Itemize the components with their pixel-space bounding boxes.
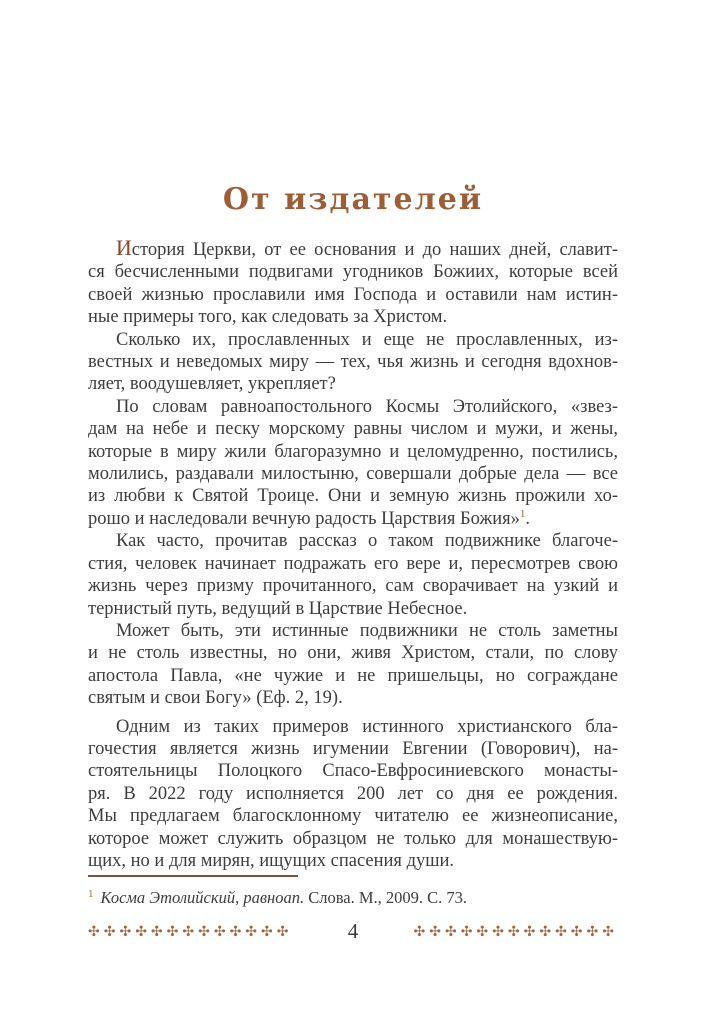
- text-line: ляет, воодушевляет, укрепляет?: [88, 374, 336, 395]
- ornament-right: ✣✣✣✣✣✣✣✣✣✣✣✣✣: [413, 923, 618, 940]
- text-line: своей жизнью прославили имя Господа и оставили нам истин-: [88, 284, 618, 305]
- text-line: жизнь через призму прочитанного, сам сворачивает на узкий и: [88, 576, 618, 597]
- page-number: 4: [347, 919, 359, 943]
- text-line: Одним из таких примеров истинного христианского бла-: [116, 716, 618, 737]
- paragraph: [88, 716, 618, 873]
- text-line: апостола Павла, «не чужие и не пришельцы, но сограждане: [88, 665, 618, 686]
- paragraph: [88, 396, 618, 530]
- drop-cap: И: [116, 236, 132, 260]
- footnote: [88, 887, 618, 908]
- footnote-ref: 1: [519, 507, 526, 520]
- text-line: ные примеры того, как следовать за Христом.: [88, 307, 448, 328]
- footnote-divider: [88, 875, 298, 877]
- paragraph: [88, 329, 618, 396]
- page-title: От издателей: [222, 182, 484, 217]
- text-line: тернистый путь, ведущий в Царствие Небесное.: [88, 598, 468, 619]
- ornament-left: ✣✣✣✣✣✣✣✣✣✣✣✣✣: [88, 923, 293, 940]
- text-line: Мы предлагаем благосклонному читателю ее жизнеописание,: [88, 806, 618, 827]
- text-line: щих, но и для мирян, ищущих спасения души.: [88, 850, 454, 871]
- paragraph: [88, 530, 618, 620]
- body-text: [88, 238, 618, 872]
- text-line: святым и свои Богу» (Еф. 2, 19).: [88, 688, 343, 709]
- text-line: Как часто, прочитав рассказ о таком подвижнике благоче-: [116, 531, 618, 552]
- text-line: вестных и неведомых миру — тех, чья жизнь и сегодня вдохнов-: [88, 352, 618, 373]
- text-line: дам на небе и песку морскому равны числом и мужи, и жены,: [88, 419, 618, 440]
- text-line: История Церкви, от ее основания и до наших дней, славит-: [116, 236, 618, 260]
- footnote-author: Косма Этолийский, равноап.: [100, 888, 305, 907]
- text-line: По словам равноапостольного Космы Этолийского, «звез-: [116, 396, 618, 417]
- text-line: ся бесчисленными подвигами угодников Божиих, которые всей: [88, 262, 618, 283]
- paragraph: [88, 238, 618, 329]
- text-line: молились, раздавали милостыню, совершали добрые дела — все: [88, 464, 618, 485]
- text-line: из любви к Святой Троице. Они и земную жизнь прожили хо-: [88, 486, 618, 507]
- text-line: гочестия является жизнь игумении Евгении (Говорович), на-: [88, 738, 618, 759]
- page-footer: [88, 919, 618, 944]
- text-line: Сколько их, прославленных и еще не прославленных, из-: [116, 329, 618, 350]
- text-line: которое может служить образцом не только для монашествую-: [88, 828, 618, 849]
- text-line: стоятельницы Полоцкого Спасо-Евфросиниевского монасты-: [88, 761, 618, 782]
- text-line: рошо и наследовали вечную радость Царствия Божия»$^1$.: [88, 507, 531, 529]
- paragraph: [88, 620, 618, 710]
- text-line: которые в миру жили благоразумно и целомудренно, постились,: [88, 441, 618, 462]
- text-line: стия, человек начинает подражать его вере и, пересмотрев свою: [88, 553, 618, 574]
- footnote-marker: 1: [88, 887, 94, 900]
- text-line: и не столь известны, но они, живя Христом, стали, по слову: [88, 643, 618, 664]
- footnote-source: Слова. М., 2009. С. 73.: [308, 888, 468, 907]
- text-line: Может быть, эти истинные подвижники не столь заметны: [116, 620, 618, 641]
- text-line: ря. В 2022 году исполняется 200 лет со дня ее рождения.: [88, 783, 618, 804]
